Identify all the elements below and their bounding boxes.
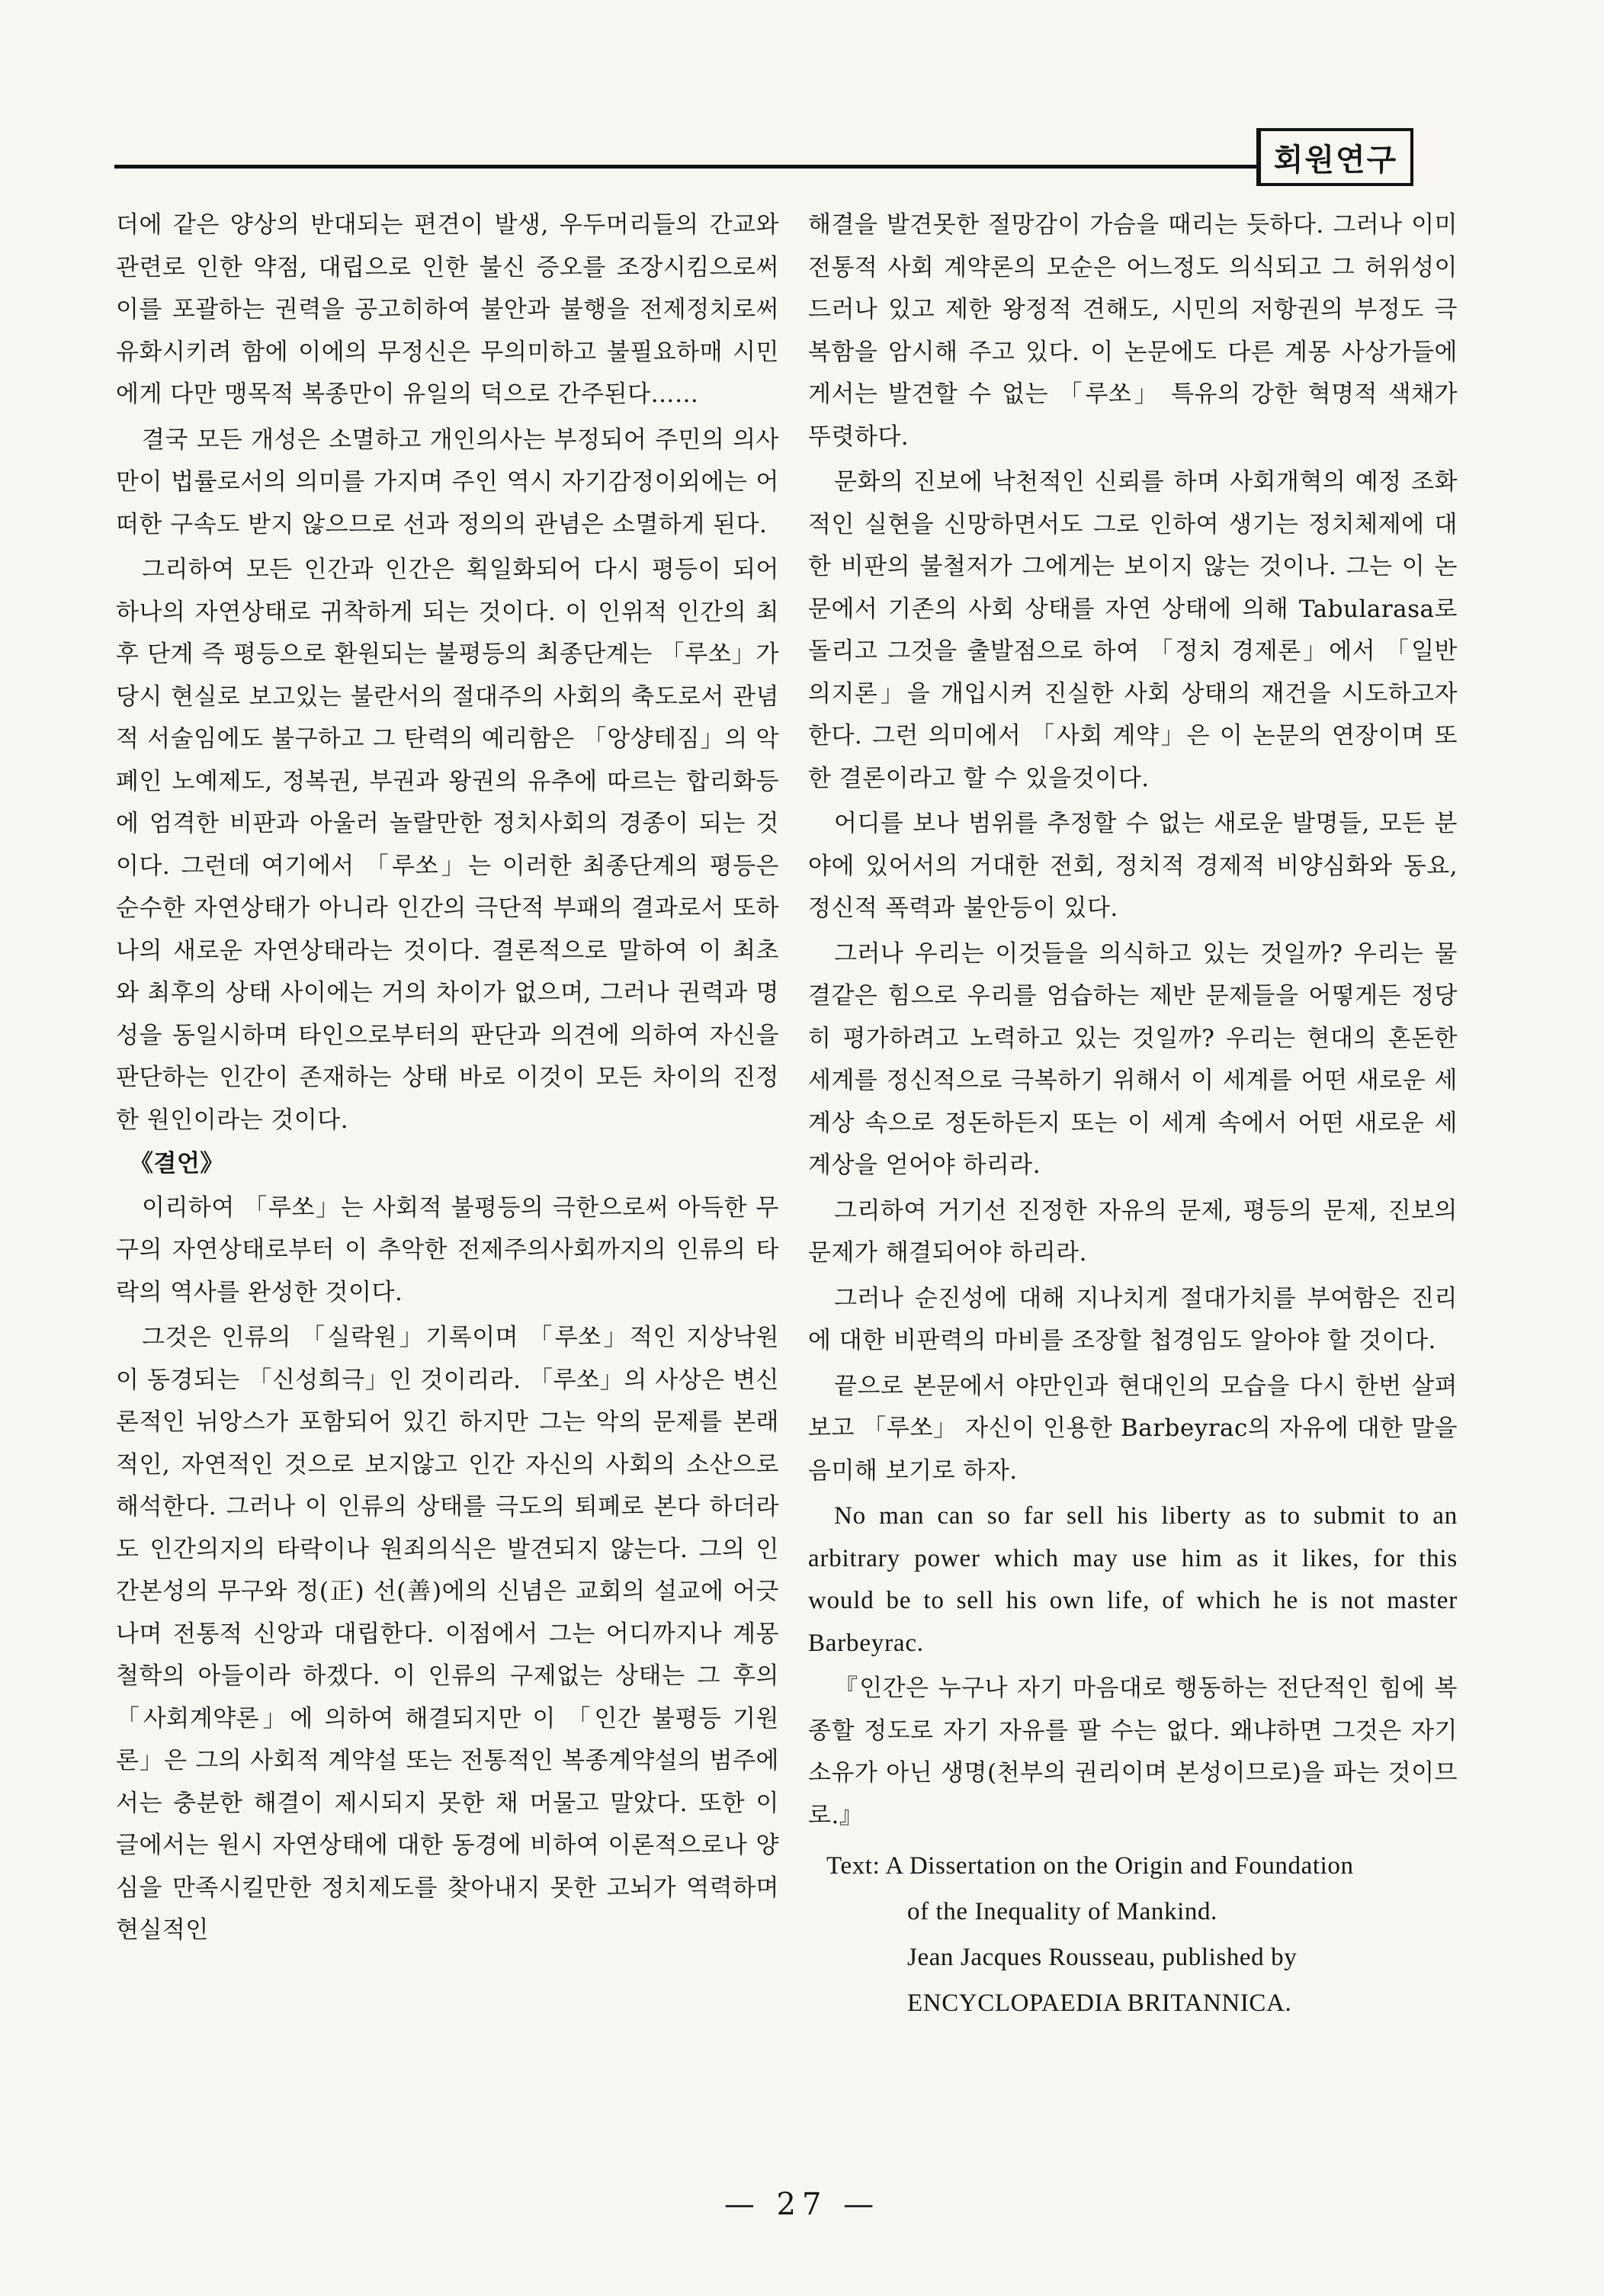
section-label: 회원연구 — [1256, 128, 1413, 186]
paragraph: 어디를 보나 범위를 추정할 수 없는 새로운 발명들, 모든 분야에 있어서의 거대한 전회, 정치적 경제적 비양심화와 동요, 정신적 폭력과 불안등이 있다. — [808, 810, 1458, 922]
paragraph: 그리하여 거기선 진정한 자유의 문제, 평등의 문제, 진보의 문제가 해결되어야 하리라. — [808, 1196, 1458, 1267]
source-line: of the Inequality of Mankind. — [907, 1898, 1217, 1925]
page-number: — 27 — — [723, 2187, 881, 2222]
conclusion-heading: 《결언》 — [130, 1150, 224, 1177]
source-citation — [808, 1843, 1458, 2026]
paragraph: 그것은 인류의 「실락원」기록이며 「루쏘」적인 지상낙원이 동경되는 「신성희극」인 것이리라. 「루쏘」의 사상은 변신론적인 뉘앙스가 포함되어 있긴 하지만 그는 악의 문제를 본래적인, 자연적인 것으로 보지않고 인간 자신의 사회의 소산으로 해석한다. 그러나 이 인류의 상태를 극도의 퇴폐로 본다 하더라도 인간의지의 타락이나 원죄의식은 발견되지 않는다. 그의 인간본성의 무구와 정(正) 선(善)에의 신념은 교회의 설교에 어긋나며 전통적 신앙과 대립한다. 이점에서 그는 어디까지나 계몽철학의 아들이라 하겠다. 이 인류의 구제없는 상태는 그 후의 「사회계약론」에 의하여 해결되지만 이 「인간 불평등 기원론」은 그의 사회적 계약설 또는 전통적인 복종계약설의 범주에서는 충분한 해결이 제시되지 못한 채 머물고 말았다. 또한 이 글에서는 원시 자연상태에 대한 동경에 비하여 이론적으로나 양심을 만족시킬만한 정치제도를 찾아내지 못한 고뇌가 역력하며 현실적인 — [116, 1324, 779, 1944]
paragraph: 이리하여 「루쏘」는 사회적 불평등의 극한으로써 아득한 무구의 자연상태로부터 이 추악한 전제주의사회까지의 인류의 타락의 역사를 완성한 것이다. — [116, 1193, 779, 1306]
paragraph: 해결을 발견못한 절망감이 가슴을 때리는 듯하다. 그러나 이미 전통적 사회 계약론의 모순은 어느정도 의식되고 그 허위성이 드러나 있고 제한 왕정적 견해도, 시민의 저항권의 부정도 극복함을 암시해 주고 있다. 이 논문에도 다른 계몽 사상가들에게서는 발견할 수 없는 「루쏘」 특유의 강한 혁명적 색채가 뚜렷하다. — [808, 211, 1458, 451]
source-line: ENCYCLOPAEDIA BRITANNICA. — [907, 1989, 1292, 2017]
left-column — [116, 204, 779, 1952]
korean-translation: 『인간은 누구나 자기 마음대로 행동하는 전단적인 힘에 복종할 정도로 자기 자유를 팔 수는 없다. 왜냐하면 그것은 자기소유가 아닌 생명(천부의 권리이며 본성이므로)을 파는 것이므로.』 — [808, 1675, 1458, 1829]
source-line: Text: A Dissertation on the Origin and Foundation — [826, 1852, 1354, 1880]
paragraph: 문화의 진보에 낙천적인 신뢰를 하며 사회개혁의 예정 조화적인 실현을 신망하면서도 그로 인하여 생기는 정치체제에 대한 비판의 불철저가 그에게는 보이지 않는 것이나. 그는 이 논문에서 기존의 사회 상태를 자연 상태에 의해 Tabularasa로 돌리고 그것을 출발점으로 하여 「정치 경제론」에서 「일반의지론」을 개입시켜 진실한 사회 상태의 재건을 시도하고자 한다. 그런 의미에서 「사회 계약」은 이 논문의 연장이며 또한 결론이라고 할 수 있을것이다. — [808, 468, 1458, 792]
header-rule — [114, 165, 1258, 169]
paragraph: 그러나 순진성에 대해 지나치게 절대가치를 부여함은 진리에 대한 비판력의 마비를 조장할 첩경임도 알아야 할 것이다. — [808, 1284, 1458, 1354]
right-column — [808, 204, 1458, 2026]
paragraph: 끝으로 본문에서 야만인과 현대인의 모습을 다시 한번 살펴보고 「루쏘」 자신이 인용한 Barbeyrac의 자유에 대한 말을 음미해 보기로 하자. — [808, 1372, 1458, 1485]
paragraph: 그러나 우리는 이것들을 의식하고 있는 것일까? 우리는 물결같은 힘으로 우리를 엄습하는 제반 문제들을 어떻게든 정당히 평가하려고 노력하고 있는 것일까? 우리는 현대의 혼돈한 세계를 정신적으로 극복하기 위해서 이 세계를 어떤 새로운 세계상 속으로 정돈하든지 또는 이 세계 속에서 어떤 새로운 세계상을 얻어야 하리라. — [808, 939, 1458, 1179]
english-quote: No man can so far sell his liberty as to submit to an arbitrary power which may use him as it likes, for this would be to sell his own life, of which he is not master Barbeyrac. — [808, 1502, 1458, 1657]
paragraph: 그리하여 모든 인간과 인간은 획일화되어 다시 평등이 되어 하나의 자연상태로 귀착하게 되는 것이다. 이 인위적 인간의 최후 단계 즉 평등으로 환원되는 불평등의 최종단계는 「루쏘」가 당시 현실로 보고있는 불란서의 절대주의 사회의 축도로서 관념적 서술임에도 불구하고 그 탄력의 예리함은 「앙샹테짐」의 악폐인 노예제도, 정복권, 부권과 왕권의 유추에 따르는 합리화등에 엄격한 비판과 아울러 놀랄만한 정치사회의 경종이 되는 것이다. 그런데 여기에서 「루쏘」는 이러한 최종단계의 평등은 순수한 자연상태가 아니라 인간의 극단적 부패의 결과로서 또하나의 새로운 자연상태라는 것이다. 결론적으로 말하여 이 최초와 최후의 상태 사이에는 거의 차이가 없으며, 그러나 권력과 명성을 동일시하며 타인으로부터의 판단과 의견에 의하여 자신을 판단하는 인간이 존재하는 상태 바로 이것이 모든 차이의 진정한 원인이라는 것이다. — [116, 556, 779, 1134]
source-line: Jean Jacques Rousseau, published by — [907, 1944, 1298, 1971]
paragraph: 결국 모든 개성은 소멸하고 개인의사는 부정되어 주민의 의사만이 법률로서의 의미를 가지며 주인 역시 자기감정이외에는 어떠한 구속도 받지 않으므로 선과 정의의 관념은 소멸하게 된다. — [116, 425, 779, 538]
paragraph: 더에 같은 양상의 반대되는 편견이 발생, 우두머리들의 간교와 관련로 인한 약점, 대립으로 인한 불신 증오를 조장시킴으로써 이를 포괄하는 권력을 공고히하여 불안과 불행을 전제정치로써 유화시키려 함에 이에의 무정신은 무의미하고 불필요하매 시민에게 다만 맹목적 복종만이 유일의 덕으로 간주된다…… — [116, 211, 779, 408]
